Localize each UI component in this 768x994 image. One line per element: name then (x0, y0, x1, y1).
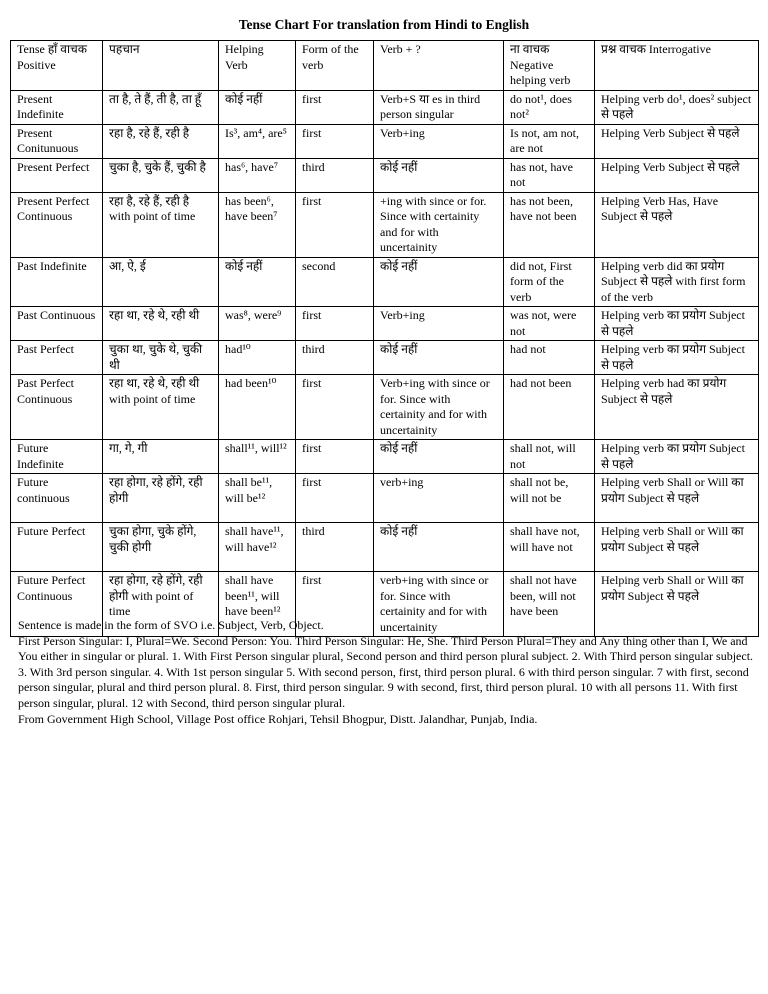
table-cell: रहा होगा, रहे होंगे, रही होगी with point of time (103, 572, 219, 637)
table-cell: verb+ing with since or for. Since with certainity and for with uncertainity (374, 572, 504, 637)
table-row (11, 523, 759, 572)
table-cell: कोई नहीं (219, 90, 296, 124)
table-cell: had been¹⁰ (219, 375, 296, 440)
table-cell: shall have not, will have not (504, 523, 595, 572)
header-cell: Helping Verb (219, 41, 296, 91)
table-cell: Helping Verb Subject से पहले (595, 124, 759, 158)
table-cell: कोई नहीं (374, 440, 504, 474)
source-credit: From Government High School, Village Post office Rohjari, Tehsil Bhogpur, Distt. Jalandhar, Punjab, India. (18, 711, 538, 726)
table-cell: first (296, 572, 374, 637)
table-cell: third (296, 523, 374, 572)
header-cell: Form of the verb (296, 41, 374, 91)
table-cell: Helping verb Shall or Will का प्रयोग Subject से पहले (595, 572, 759, 637)
table-cell: had not been (504, 375, 595, 440)
table-cell: Present Indefinite (11, 90, 103, 124)
table-cell: first (296, 307, 374, 341)
table-row (11, 192, 759, 257)
table-cell: Past Continuous (11, 307, 103, 341)
table-cell: was not, were not (504, 307, 595, 341)
table-cell: रहा है, रहे हैं, रही है with point of time (103, 192, 219, 257)
table-cell: रहा था, रहे थे, रही थी (103, 307, 219, 341)
table-cell: Helping verb Shall or Will का प्रयोग Subject से पहले (595, 523, 759, 572)
notes-section (18, 618, 758, 727)
table-row (11, 375, 759, 440)
table-cell: Present Perfect (11, 158, 103, 192)
table-cell: first (296, 192, 374, 257)
table-cell: did not, First form of the verb (504, 257, 595, 307)
table-cell: Past Perfect (11, 341, 103, 375)
table-row (11, 440, 759, 474)
table-cell: Verb+ing (374, 124, 504, 158)
table-cell: had not (504, 341, 595, 375)
table-row (11, 257, 759, 307)
table-cell: do not¹, does not² (504, 90, 595, 124)
header-cell: Tense हाँ वाचक Positive (11, 41, 103, 91)
table-cell: second (296, 257, 374, 307)
table-cell: shall not have been, will not have been (504, 572, 595, 637)
table-cell: Helping verb का प्रयोग Subject से पहले (595, 307, 759, 341)
table-cell: shall have been¹¹, will have been¹² (219, 572, 296, 637)
table-cell: Past Indefinite (11, 257, 103, 307)
table-row (11, 307, 759, 341)
table-cell: Verb+ing with since or for. Since with certainity and for with uncertainity (374, 375, 504, 440)
table-cell: has⁶, have⁷ (219, 158, 296, 192)
table-row (11, 341, 759, 375)
table-row (11, 124, 759, 158)
table-cell: चुका था, चुके थे, चुकी थी (103, 341, 219, 375)
table-cell: Helping verb did का प्रयोग Subject से पहले with first form of the verb (595, 257, 759, 307)
table-cell: shall not, will not (504, 440, 595, 474)
table-cell: shall be¹¹, will be¹² (219, 474, 296, 523)
person-footnotes: First Person Singular: I, Plural=We. Second Person: You. Third Person Singular: He, She. Third Person Plural=They and Any thing other than I, We and You either in singular or plural. 1. With First Person singular plural, Second person and third person plural subject. 2. With Third person singular subject. 3. With 3rd person singular. 4. With 1st person singular 5. With second person, first, third person plural. 6 with third person singular. 7 with first, second person singular, plural and third person plural. 8. First, third person singular. 9 with second, first, third person plural. 10 with all persons 11. With first person singular, plural. 12 with Second, third person singular plural. (18, 633, 754, 710)
header-cell: प्रश्न वाचक Interrogative (595, 41, 759, 91)
table-cell: first (296, 440, 374, 474)
table-cell: had¹⁰ (219, 341, 296, 375)
header-cell: ना वाचक Negative helping verb (504, 41, 595, 91)
table-cell: चुका है, चुके हैं, चुकी है (103, 158, 219, 192)
table-cell: Is³, am⁴, are⁵ (219, 124, 296, 158)
table-cell: Past Perfect Continuous (11, 375, 103, 440)
table-cell: Present Perfect Continuous (11, 192, 103, 257)
table-cell: कोई नहीं (374, 257, 504, 307)
table-cell: ता है, ते हैं, ती है, ता हूँ (103, 90, 219, 124)
table-cell: first (296, 90, 374, 124)
table-cell: Helping verb का प्रयोग Subject से पहले (595, 341, 759, 375)
table-header-row (11, 41, 759, 91)
table-cell: has not been, have not been (504, 192, 595, 257)
table-cell: रहा था, रहे थे, रही थी with point of time (103, 375, 219, 440)
table-cell: Verb+S या es in third person singular (374, 90, 504, 124)
table-cell: first (296, 375, 374, 440)
table-cell: कोई नहीं (374, 341, 504, 375)
table-cell: first (296, 474, 374, 523)
table-cell: shall¹¹, will¹² (219, 440, 296, 474)
table-cell: Future Perfect (11, 523, 103, 572)
table-row (11, 158, 759, 192)
table-cell: Future Perfect Continuous (11, 572, 103, 637)
table-cell: रहा होगा, रहे होंगे, रही होगी (103, 474, 219, 523)
table-cell: Future Indefinite (11, 440, 103, 474)
table-cell: गा, गे, गी (103, 440, 219, 474)
table-cell: आ, ऐ, ई (103, 257, 219, 307)
table-cell: Is not, am not, are not (504, 124, 595, 158)
table-cell: रहा है, रहे हैं, रही है (103, 124, 219, 158)
table-cell: shall have¹¹, will have¹² (219, 523, 296, 572)
table-cell: Helping verb had का प्रयोग Subject से पहले (595, 375, 759, 440)
table-cell: third (296, 341, 374, 375)
table-cell: Helping Verb Has, Have Subject से पहले (595, 192, 759, 257)
table-cell: Helping verb Shall or Will का प्रयोग Subject से पहले (595, 474, 759, 523)
table-cell: Verb+ing (374, 307, 504, 341)
header-cell: पहचान (103, 41, 219, 91)
table-cell: shall not be, will not be (504, 474, 595, 523)
table-cell: third (296, 158, 374, 192)
table-cell: Future continuous (11, 474, 103, 523)
table-cell: has been⁶, have been⁷ (219, 192, 296, 257)
table-cell: Helping Verb Subject से पहले (595, 158, 759, 192)
table-cell: Helping verb का प्रयोग Subject से पहले (595, 440, 759, 474)
table-cell: first (296, 124, 374, 158)
table-cell: has not, have not (504, 158, 595, 192)
table-cell: verb+ing (374, 474, 504, 523)
table-cell: Present Conitunuous (11, 124, 103, 158)
table-cell: was⁸, were⁹ (219, 307, 296, 341)
table-row (11, 90, 759, 124)
table-cell: कोई नहीं (219, 257, 296, 307)
table-cell: Helping verb do¹, does² subject से पहले (595, 90, 759, 124)
table-cell: कोई नहीं (374, 523, 504, 572)
table-row (11, 474, 759, 523)
svo-note: Sentence is made in the form of SVO i.e. Subject, Verb, Object. (18, 618, 324, 632)
table-cell: कोई नहीं (374, 158, 504, 192)
header-cell: Verb + ? (374, 41, 504, 91)
table-cell: +ing with since or for. Since with certainity and for with uncertainity (374, 192, 504, 257)
document-title: Tense Chart For translation from Hindi to English (238, 17, 530, 32)
table-cell: चुका होगा, चुके होंगे, चुकी होगी (103, 523, 219, 572)
tense-chart-table (10, 40, 759, 637)
